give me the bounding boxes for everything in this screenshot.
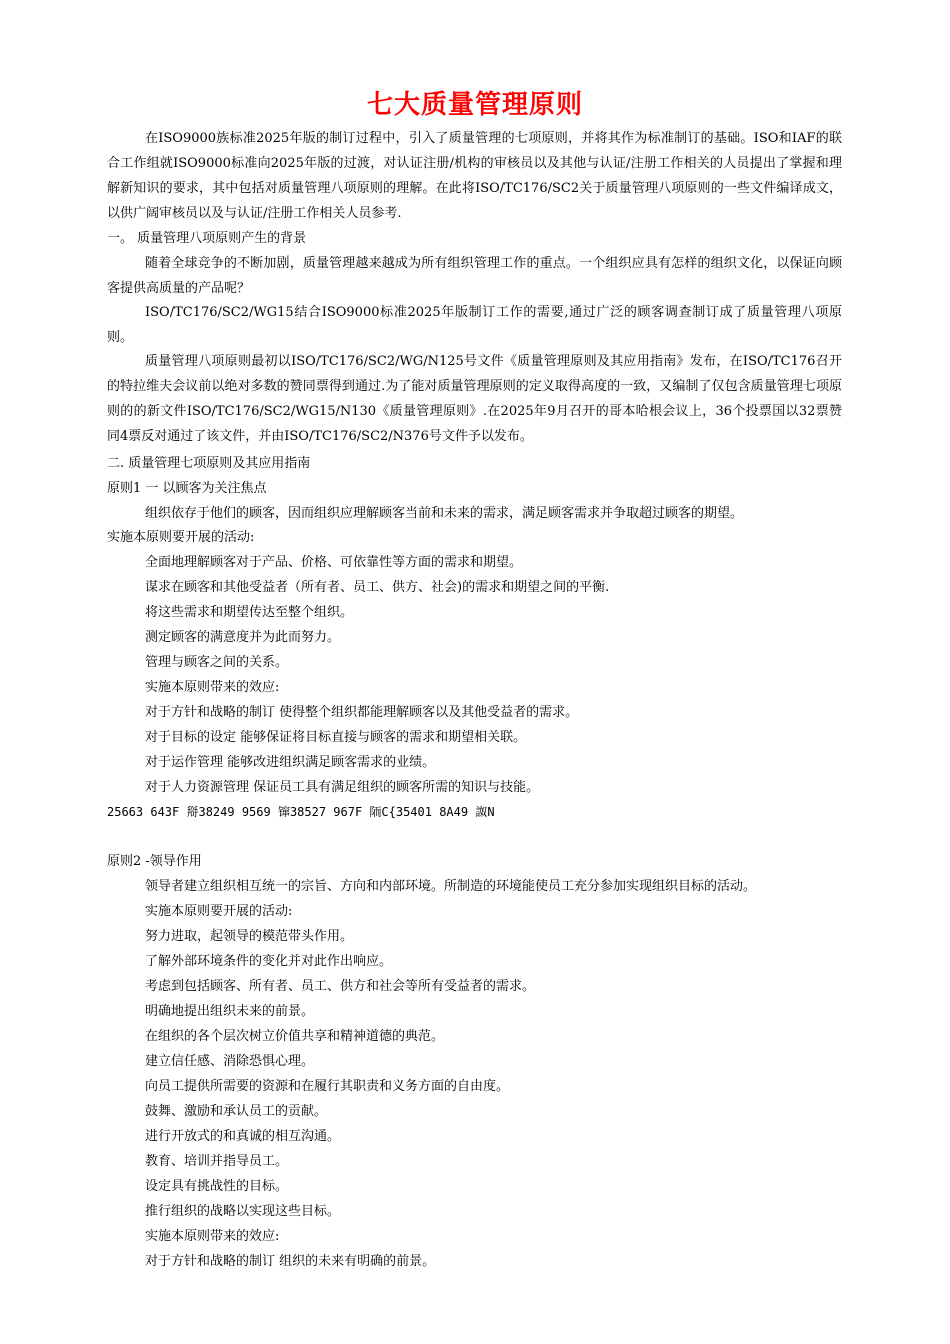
list-item: 教育、培训并指导员工。	[145, 1154, 289, 1169]
section1-paragraph-3: 质量管理八项原则最初以ISO/TC176/SC2/WG/N125号文件《质量管理原则及其应用指南》发布，在ISO/TC176召开的特拉维夫会议前以绝对多数的赞同票得到通过.为了能对质量管理原则的定义取得高度的一致，又编制了仅包含质量管理七项原则的的新文件ISO/TC176/SC2/WG15/N130《质量管理原则》.在2025年9月召开的哥本哈根会议上，36个投票国以32票赞同4票反对通过了该文件，并由ISO/TC176/SC2/N376号文件予以发布。	[107, 354, 842, 444]
list-item: 对于人力资源管理 保证员工具有满足组织的顾客所需的知识与技能。	[145, 780, 540, 795]
principle2-description: 领导者建立组织相互统一的宗旨、方向和内部环境。所制造的环境能使员工充分参加实现组织目标的活动。	[145, 879, 757, 894]
list-item: 对于方针和战略的制订 组织的未来有明确的前景。	[145, 1254, 436, 1269]
list-item: 推行组织的战略以实现这些目标。	[145, 1204, 341, 1219]
section1-heading: 一。 质量管理八项原则产生的背景	[107, 231, 307, 246]
list-item: 建立信任感、消除恐惧心理。	[145, 1054, 315, 1069]
principle1-effects-heading: 实施本原则带来的效应:	[145, 680, 280, 695]
principle2-effects-heading: 实施本原则带来的效应:	[145, 1229, 280, 1244]
principle1-heading: 原则1 一 以顾客为关注焦点	[107, 481, 267, 496]
list-item: 对于方针和战略的制订 使得整个组织都能理解顾客以及其他受益者的需求。	[145, 705, 579, 720]
list-item: 谋求在顾客和其他受益者（所有者、员工、供方、社会)的需求和期望之间的平衡.	[145, 580, 610, 595]
list-item: 努力进取，起领导的模范带头作用。	[145, 929, 354, 944]
section2-heading: 二. 质量管理七项原则及其应用指南	[107, 456, 311, 471]
list-item: 明确地提出组织未来的前景。	[145, 1004, 315, 1019]
list-item: 测定顾客的满意度并为此而努力。	[145, 630, 341, 645]
list-item: 将这些需求和期望传达至整个组织。	[145, 605, 354, 620]
list-item: 在组织的各个层次树立价值共享和精神道德的典范。	[145, 1029, 445, 1044]
list-item: 了解外部环境条件的变化并对此作出响应。	[145, 954, 393, 969]
section1-paragraph-1: 随着全球竞争的不断加剧，质量管理越来越成为所有组织管理工作的重点。一个组织应具有怎样的组织文化，以保证向顾客提供高质量的产品呢？	[107, 256, 842, 296]
principle1-activities-heading: 实施本原则要开展的活动:	[107, 530, 255, 545]
list-item: 全面地理解顾客对于产品、价格、可依靠性等方面的需求和期望。	[145, 555, 523, 570]
section1-paragraph-2: ISO/TC176/SC2/WG15结合ISO9000标准2025年版制订工作的需要,通过广泛的顾客调查制订成了质量管理八项原则。	[107, 305, 842, 345]
list-item: 对于运作管理 能够改进组织满足顾客需求的业绩。	[145, 755, 436, 770]
list-item: 鼓舞、激励和承认员工的贡献。	[145, 1104, 328, 1119]
list-item: 考虑到包括顾客、所有者、员工、供方和社会等所有受益者的需求。	[145, 979, 536, 994]
principle1-description: 组织依存于他们的顾客，因而组织应理解顾客当前和未来的需求，满足顾客需求并争取超过顾客的期望。	[145, 506, 744, 521]
garbled-text-line: 25663 643F 搿38249 9569 镩38527 967F 陑C{35401 8A49 詉N	[107, 805, 495, 819]
list-item: 管理与顾客之间的关系。	[145, 655, 289, 670]
list-item: 向员工提供所需要的资源和在履行其职责和义务方面的自由度。	[145, 1079, 510, 1094]
intro-paragraph: 在ISO9000族标准2025年版的制订过程中，引入了质量管理的七项原则，并将其作为标准制订的基础。ISO和IAF的联合工作组就ISO9000标准向2025年版的过渡，对认证注册/机构的审核员以及其他与认证/注册工作相关的人员提出了掌握和理解新知识的要求，其中包括对质量管理八项原则的理解。在此将ISO/TC176/SC2关于质量管理八项原则的一些文件编译成文，以供广阔审核员以及与认证/注册工作相关人员参考.	[107, 131, 842, 221]
list-item: 设定具有挑战性的目标。	[145, 1179, 289, 1194]
principle2-heading: 原则2 -领导作用	[107, 854, 202, 869]
document-title: 七大质量管理原则	[366, 90, 583, 120]
principle2-activities-heading: 实施本原则要开展的活动:	[145, 904, 293, 919]
list-item: 进行开放式的和真诚的相互沟通。	[145, 1129, 341, 1144]
list-item: 对于目标的设定 能够保证将目标直接与顾客的需求和期望相关联。	[145, 730, 527, 745]
